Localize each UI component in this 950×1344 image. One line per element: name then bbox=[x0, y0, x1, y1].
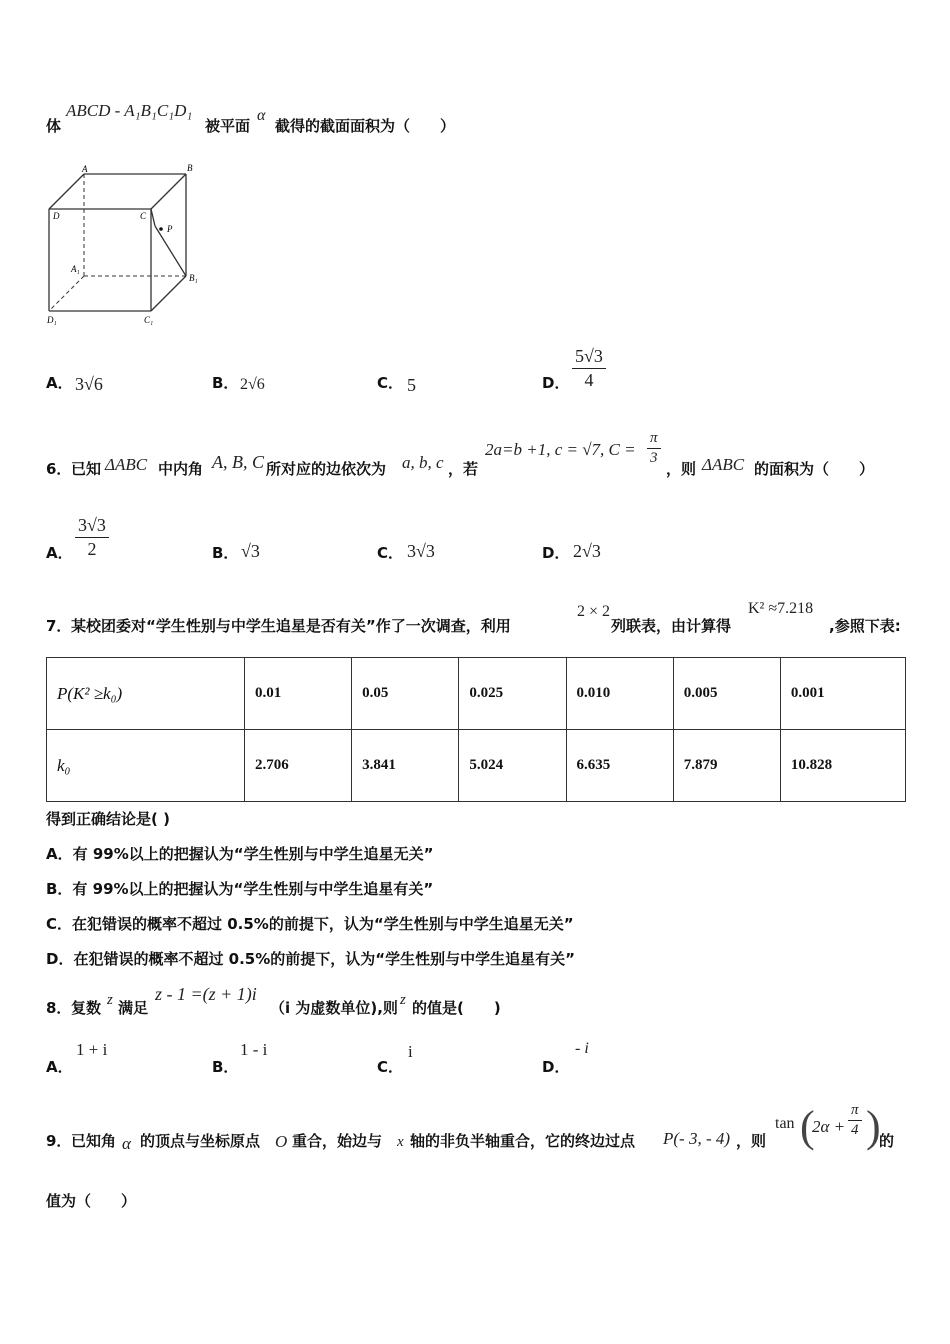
q7-k2-value: K² ≈7.218 bbox=[748, 600, 814, 617]
q5-opt-b-letter: B． bbox=[212, 374, 239, 392]
point-p bbox=[159, 227, 163, 231]
label-c: C bbox=[140, 211, 147, 221]
q5-opt-b-value: 2√6 bbox=[240, 376, 265, 393]
q7-opt-c: C．在犯错误的概率不超过 0.5%的前提下，认为“学生性别与中学生追星无关” bbox=[46, 915, 574, 933]
q9-t5: ，则 bbox=[736, 1132, 767, 1150]
q8-t1: 复数 bbox=[71, 999, 102, 1017]
q6-opt-d-value: 2√3 bbox=[573, 541, 601, 561]
q9-tan: tan bbox=[775, 1115, 795, 1132]
q5-plane: α bbox=[257, 107, 266, 124]
q8-opt-d-letter: D． bbox=[542, 1058, 570, 1076]
label-a1: A₁ bbox=[71, 264, 80, 274]
q9-arg-num: π bbox=[848, 1102, 862, 1121]
q8-opt-c-value: i bbox=[408, 1042, 413, 1061]
q6-opt-a-den: 2 bbox=[87, 539, 97, 559]
q5-opt-c-value: 5 bbox=[407, 375, 416, 395]
q7-t2: 列联表，由计算得 bbox=[611, 617, 732, 635]
table-cell: 7.879 bbox=[673, 730, 780, 802]
label-p: P bbox=[167, 224, 173, 234]
table-cell: 0.005 bbox=[673, 658, 780, 730]
q7-opt-b: B．有 99%以上的把握认为“学生性别与中学生追星有关” bbox=[46, 880, 434, 898]
table-cell: 6.635 bbox=[566, 730, 673, 802]
q6-t5: ，则 bbox=[666, 460, 697, 478]
q9-arg-den: 4 bbox=[851, 1122, 859, 1138]
q6-opt-c-value: 3√3 bbox=[407, 541, 435, 561]
q6-t3: 所对应的边依次为 bbox=[266, 460, 387, 478]
q5-prefix: 体 bbox=[46, 117, 62, 135]
q8-z: z bbox=[107, 992, 113, 1008]
q8-number: 8． bbox=[46, 999, 72, 1017]
q7-t3: ,参照下表: bbox=[829, 617, 901, 635]
q9-arg-fraction bbox=[848, 1102, 862, 1139]
table-row-head-k0: k₀ bbox=[47, 730, 245, 802]
q6-angles: A, B, C bbox=[212, 452, 264, 472]
q6-t1: 已知 bbox=[71, 460, 102, 478]
q7-number: 7． bbox=[46, 617, 72, 635]
q8-z-2: z bbox=[400, 992, 406, 1008]
q6-t6: 的面积为（ ） bbox=[754, 460, 875, 478]
table-cell: 0.010 bbox=[566, 658, 673, 730]
q9-arg: 2α + bbox=[812, 1117, 846, 1136]
q7-opt-d: D．在犯错误的概率不超过 0.5%的前提下，认为“学生性别与中学生追星有关” bbox=[46, 950, 575, 968]
q6-t2: 中内角 bbox=[158, 460, 204, 478]
table-cell: 3.841 bbox=[352, 730, 459, 802]
label-c1: C₁ bbox=[144, 315, 154, 325]
table-cell: 5.024 bbox=[459, 730, 566, 802]
q8-opt-c-letter: C． bbox=[377, 1058, 404, 1076]
q9-t7: 值为（ ） bbox=[46, 1192, 137, 1210]
q6-t4: ，若 bbox=[448, 460, 479, 478]
q9-alpha: α bbox=[122, 1134, 131, 1153]
q8-t2: 满足 bbox=[118, 999, 149, 1017]
q5-opt-c-letter: C． bbox=[377, 374, 404, 392]
q9-t2: 的顶点与坐标原点 bbox=[140, 1132, 261, 1150]
q6-cond-num: π bbox=[647, 430, 661, 449]
table-cell: 0.001 bbox=[780, 658, 905, 730]
q7-table-size: 2 × 2 bbox=[577, 603, 611, 620]
critical-value-table bbox=[46, 657, 906, 802]
q8-opt-a-letter: A． bbox=[46, 1058, 73, 1076]
label-d: D bbox=[53, 211, 60, 221]
q8-opt-b-value: 1 - i bbox=[240, 1040, 268, 1059]
q6-opt-a-letter: A． bbox=[46, 544, 73, 562]
table-cell: 0.01 bbox=[245, 658, 352, 730]
label-a: A bbox=[82, 164, 88, 174]
q8-equation: z - 1 =(z + 1)i bbox=[155, 984, 257, 1004]
q8-opt-b-letter: B． bbox=[212, 1058, 239, 1076]
table-cell: 2.706 bbox=[245, 730, 352, 802]
table-row bbox=[47, 730, 906, 802]
q5-suffix: 截得的截面面积为（ ） bbox=[275, 117, 456, 135]
table-cell: 0.05 bbox=[352, 658, 459, 730]
label-b1: B₁ bbox=[189, 273, 198, 283]
q6-cond-den: 3 bbox=[650, 450, 658, 466]
q5-opt-a-letter: A． bbox=[46, 374, 73, 392]
q5-middle: 被平面 bbox=[205, 117, 251, 135]
q6-opt-a-num: 3√3 bbox=[75, 515, 109, 538]
table-row-head-p: P(K² ≥k₀) bbox=[47, 658, 245, 730]
table-cell: 0.025 bbox=[459, 658, 566, 730]
q9-t1: 已知角 bbox=[71, 1132, 117, 1150]
q9-x: x bbox=[397, 1134, 404, 1150]
q9-t3: 重合，始边与 bbox=[292, 1132, 383, 1150]
q9-paren-right: ) bbox=[866, 1102, 881, 1151]
table-row bbox=[47, 658, 906, 730]
q6-sides: a, b, c bbox=[402, 453, 444, 472]
q6-triangle-2: ΔABC bbox=[702, 455, 745, 474]
table-cell: 10.828 bbox=[780, 730, 905, 802]
label-b: B bbox=[187, 163, 193, 173]
q6-opt-d-letter: D． bbox=[542, 544, 570, 562]
q7-opt-a: A．有 99%以上的把握认为“学生性别与中学生追星无关” bbox=[46, 845, 434, 863]
q6-cond-fraction bbox=[647, 430, 661, 467]
q6-opt-a-fraction bbox=[75, 515, 109, 560]
q5-opt-d-fraction bbox=[572, 346, 606, 391]
q6-opt-b-letter: B． bbox=[212, 544, 239, 562]
q5-opt-d-num: 5√3 bbox=[572, 346, 606, 369]
q8-opt-a-value: 1 + i bbox=[76, 1040, 108, 1059]
q5-opt-d-den: 4 bbox=[584, 370, 594, 390]
q9-t4: 轴的非负半轴重合，它的终边过点 bbox=[410, 1132, 636, 1150]
q6-triangle: ΔABC bbox=[105, 455, 148, 474]
q9-number: 9． bbox=[46, 1132, 72, 1150]
q7-t1: 某校团委对“学生性别与中学生追星是否有关”作了一次调查，利用 bbox=[71, 617, 511, 635]
cube-figure bbox=[40, 160, 210, 335]
q9-origin: O bbox=[275, 1132, 288, 1151]
q7-after: 得到正确结论是( ) bbox=[46, 810, 170, 828]
q6-condition: 2a=b +1, c = √7, C = bbox=[485, 440, 636, 459]
q9-t6: 的 bbox=[879, 1132, 895, 1150]
q9-point: P(- 3, - 4) bbox=[663, 1129, 731, 1148]
q6-opt-b-value: √3 bbox=[241, 541, 260, 561]
q5-solid: ABCD - A₁B₁C₁D₁ bbox=[66, 101, 193, 120]
q5-opt-d-letter: D． bbox=[542, 374, 570, 392]
label-d1: D₁ bbox=[47, 315, 57, 325]
q9-paren-left: ( bbox=[800, 1102, 815, 1151]
q6-number: 6． bbox=[46, 460, 72, 478]
q8-t3: （i 为虚数单位),则 bbox=[270, 999, 398, 1017]
q8-t4: 的值是( ) bbox=[412, 999, 501, 1017]
q5-stem bbox=[46, 115, 61, 136]
q8-opt-d-value: - i bbox=[575, 1040, 589, 1057]
q5-opt-a-value: 3√6 bbox=[75, 374, 103, 394]
q6-opt-c-letter: C． bbox=[377, 544, 404, 562]
